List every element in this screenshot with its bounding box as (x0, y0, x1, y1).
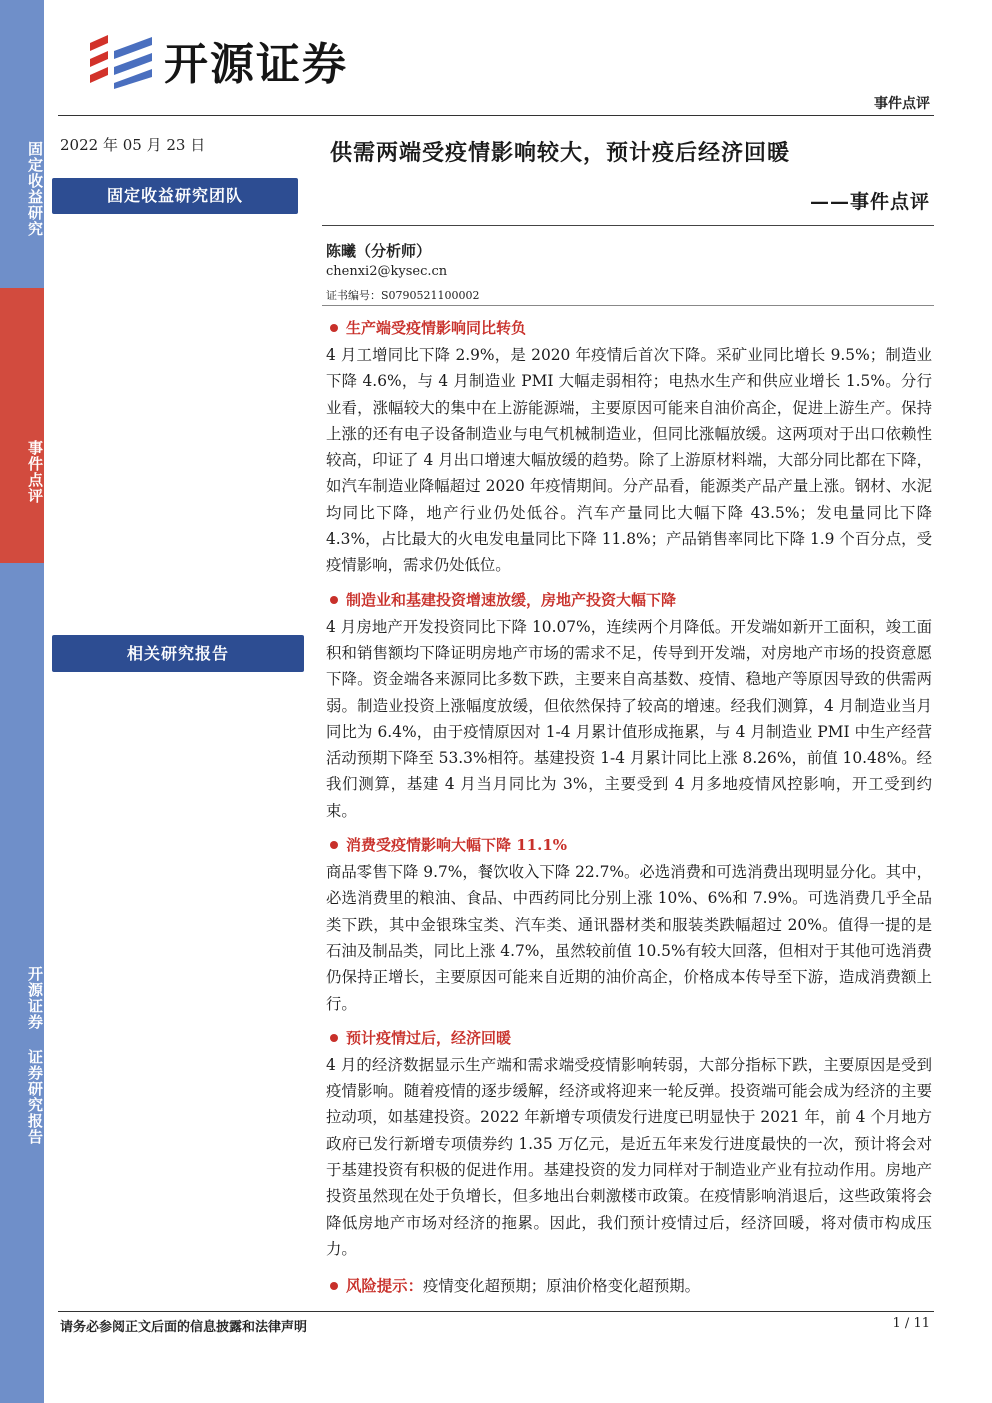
footer-disclaimer: 请务必参阅正文后面的信息披露和法律声明 (60, 1320, 308, 1335)
analyst-cert: 证书编号：S0790521100002 (326, 289, 480, 302)
section-heading (326, 318, 932, 338)
section-heading-text: 预计疫情过后，经济回暖 (346, 1028, 512, 1047)
section-paragraph: 商品零售下降 9.7%，餐饮收入下降 22.7%。必选消费和可选消费出现明显分化。其中，必选消费里的粮油、食品、中西药同比分别上涨 10%、6%和 7.9%。可选消费几乎全品类下跌，其中金银珠宝类、汽车类、通讯器材类和服装类跌幅超过 20%。值得一提的是石油及制品类，同比上涨 4.7%，虽然较前值 10.5%有较大回落，但相对于其他可选消费仍保持正增长，主要原因可能来自近期的油价高企，价格成本传导至下游，造成消费额上行。 (326, 863, 932, 1013)
section-paragraph: 4 月工增同比下降 2.9%，是 2020 年疫情后首次下降。采矿业同比增长 9.5%；制造业下降 4.6%，与 4 月制造业 PMI 大幅走弱相符；电热水生产和供应业增长 1.5%。分行业看，涨幅较大的集中在上游能源端，主要原因可能来自油价高企，促进上游生产。保持上涨的还有电子设备制造业与电气机械制造业，但同比涨幅放缓。这两项对于出口依赖性较高，印证了 4 月出口增速大幅放缓的趋势。除了上游原材料端，大部分同比都在下降，如汽车制造业降幅超过 2020 年疫情期间。分产品看，能源类产品产量上涨。钢材、水泥均同比下降，地产行业仍处低谷。汽车产量同比大幅下降 43.5%；发电量同比下降 4.3%，占比最大的火电发电量同比下降 11.8%；产品销售率同比下降 1.9 个百分点，受疫情影响，需求仍处低位。 (326, 346, 932, 575)
side-label-brand-report: 开源证券 证券研究报告 (0, 563, 44, 1403)
side-label-fixed-income: 固定收益研究 (0, 0, 44, 288)
section-heading (326, 1028, 932, 1048)
brand-logo (86, 28, 348, 92)
section-heading-text: 生产端受疫情影响同比转负 (346, 319, 527, 337)
analyst-email[interactable]: chenxi2@kysec.cn (326, 264, 448, 279)
section-paragraph: 4 月房地产开发投资同比下降 10.07%，连续两个月降低。开发端如新开工面积，竣工面积和销售额均下降证明房地产市场的需求不足，传导到开发端，对房地产市场的投资意愿下降。资金端各来源同比多数下跌，主要来自高基数、疫情、稳地产等原因导致的供需两弱。制造业投资上涨幅度放缓，但依然保持了较高的增速。经我们测算，4 月制造业当月同比为 6.4%，由于疫情原因对 1-4 月累计值形成拖累，与 4 月制造业 PMI 中生产经营活动预期下降至 53.3%相符。基建投资 1-4 月累计同比上涨 8.26%，前值 10.48%。经我们测算，基建 4 月当月同比为 3%，主要受到 4 月多地疫情风控影响，开工受到约束。 (326, 617, 932, 820)
page-number: 1 / 11 (892, 1316, 930, 1331)
doc-type-label: 事件点评 (874, 96, 930, 112)
related-reports-label: 相关研究报告 (52, 635, 304, 672)
bullet-icon (330, 1034, 338, 1042)
bullet-icon (330, 324, 338, 332)
risk-label: 风险提示： (346, 1277, 423, 1296)
logo-mark-icon (86, 29, 156, 91)
report-subtitle: ——事件点评 (809, 191, 930, 213)
analyst-name: 陈曦（分析师） (326, 242, 432, 260)
brand-name: 开源证券 (164, 39, 348, 90)
section-heading-text: 制造业和基建投资增速放缓，房地产投资大幅下降 (346, 590, 677, 609)
footer-divider (58, 1311, 934, 1312)
report-body (326, 318, 932, 1299)
bullet-icon (330, 1282, 338, 1290)
header-divider (58, 115, 934, 116)
author-divider (322, 305, 934, 306)
section-paragraph: 4 月的经济数据显示生产端和需求端受疫情影响转弱，大部分指标下跌，主要原因是受到疫情影响。随着疫情的逐步缓解，经济或将迎来一轮反弹。投资端可能会成为经济的主要拉动项，如基建投资。2022 年新增专项债发行进度已明显快于 2021 年，前 4 个月地方政府已发行新增专项债券约 1.35 万亿元，是近五年来发行进度最快的一次，预计将会对于基建投资有积极的促进作用。基建投资的发力同样对于制造业产业有拉动作用。房地产投资虽然现在处于负增长，但多地出台刺激楼市政策。在疫情影响消退后，这些政策将会降低房地产市场对经济的拖累。因此，我们预计疫情过后，经济回暖，将对债市构成压力。 (326, 1055, 932, 1258)
report-date: 2022 年 05 月 23 日 (60, 136, 206, 154)
title-divider (322, 225, 934, 226)
section-heading (326, 835, 932, 855)
side-label-event-review: 事件点评 (0, 288, 44, 563)
side-strip (0, 0, 44, 1403)
risk-text: 疫情变化超预期；原油价格变化超预期。 (422, 1277, 701, 1296)
risk-note (326, 1273, 932, 1299)
bullet-icon (330, 841, 338, 849)
section-heading-text: 消费受疫情影响大幅下降 11.1% (346, 836, 568, 855)
bullet-icon (330, 596, 338, 604)
team-label: 固定收益研究团队 (52, 178, 298, 214)
section-heading (326, 590, 932, 610)
report-title: 供需两端受疫情影响较大，预计疫后经济回暖 (330, 140, 791, 166)
